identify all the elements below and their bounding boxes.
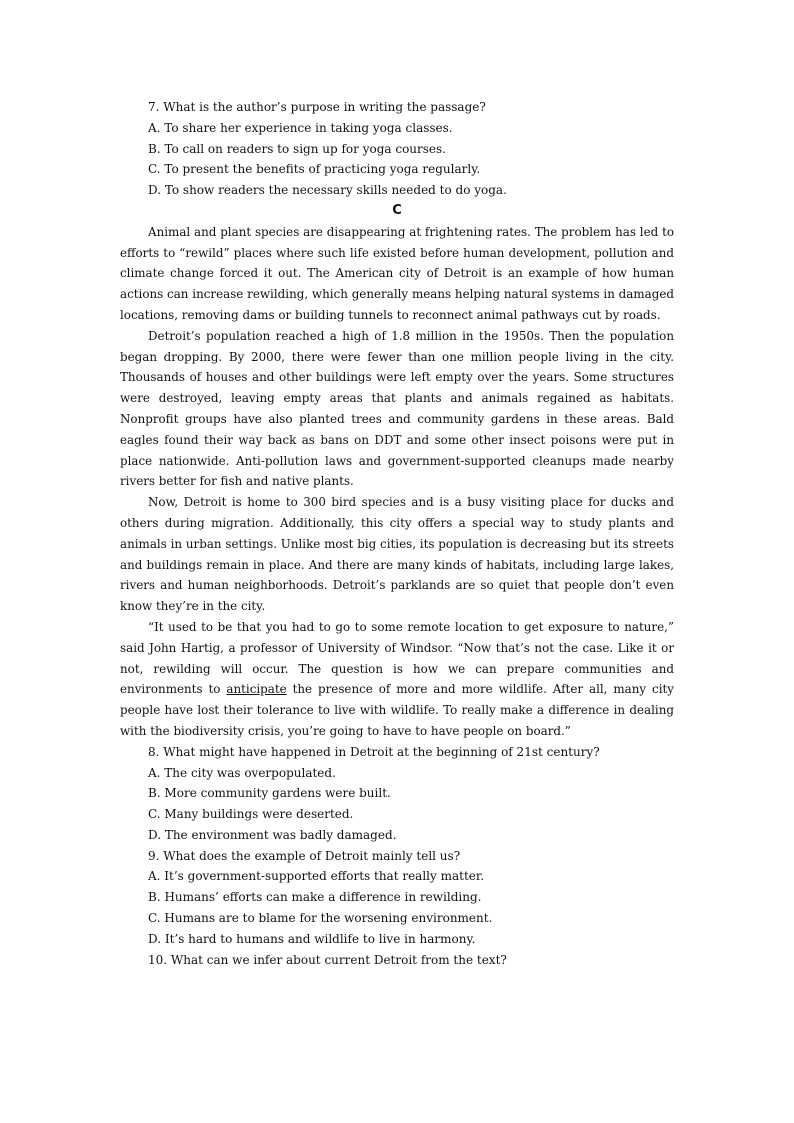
passage-paragraph-2: Detroit’s population reached a high of 1.8 million in the 1950s. Then the population began dropping. By 2000, there were fewer than one million people living in the city. Thousands of houses and other buildings were left empty over the years. Some structures were destroyed, leaving empty areas that plants and animals regained as habitats. Nonprofit groups have also planted trees and community gardens in these areas. Bald eagles found their way back as bans on DDT and some other insect poisons were put in place nationwide. Anti-pollution laws and government-supported cleanups made nearby rivers better for fish and native plants. bbox=[120, 328, 674, 489]
passage-paragraph-1: Animal and plant species are disappearing at frightening rates. The problem has led to efforts to “rewild” places where such life existed before human development, pollution and climate change forced it out. The American city of Detroit is an example of how human actions can increase rewilding, which generally means helping natural systems in damaged locations, removing dams or building tunnels to reconnect animal pathways cut by roads. bbox=[120, 224, 674, 322]
question-9-option-c: C. Humans are to blame for the worsening environment. bbox=[148, 911, 493, 926]
question-9-option-b: B. Humans’ efforts can make a difference in rewilding. bbox=[148, 890, 482, 905]
question-7-option-a: A. To share her experience in taking yoga classes. bbox=[148, 120, 453, 135]
question-8-option-d: D. The environment was badly damaged. bbox=[148, 827, 397, 842]
underlined-word-anticipate: anticipate bbox=[226, 682, 287, 697]
question-9-option-d: D. It’s hard to humans and wildlife to live in harmony. bbox=[148, 931, 476, 946]
question-8-option-c: C. Many buildings were deserted. bbox=[148, 807, 354, 822]
paragraph-4-text-before: “It used to be that you had to go to some remote location to get exposure to nature,” said John Hartig, a professor of University of Windsor. “Now that’s not the case. Like it or not, rewilding will occur. The question is how we can prepare communities and environments to bbox=[120, 619, 674, 697]
question-8-block bbox=[120, 742, 674, 846]
question-7-stem: 7. What is the author’s purpose in writing the passage? bbox=[148, 100, 486, 114]
question-9-stem: 9. What does the example of Detroit mainly tell us? bbox=[148, 848, 461, 863]
question-7-option-c: C. To present the benefits of practicing yoga regularly. bbox=[148, 162, 481, 177]
question-10-block bbox=[120, 950, 674, 971]
page-content bbox=[120, 97, 674, 970]
question-8-option-b: B. More community gardens were built. bbox=[148, 786, 391, 801]
question-9-option-a: A. It’s government-supported efforts that really matter. bbox=[148, 869, 485, 884]
passage-paragraph-4 bbox=[120, 617, 674, 742]
question-10-stem: 10. What can we infer about current Detroit from the text? bbox=[148, 952, 507, 967]
question-7-block bbox=[120, 97, 674, 201]
question-8-option-a: A. The city was overpopulated. bbox=[148, 765, 336, 780]
passage-c bbox=[120, 222, 674, 742]
question-8-stem: 8. What might have happened in Detroit at the beginning of 21st century? bbox=[148, 744, 600, 759]
passage-paragraph-3: Now, Detroit is home to 300 bird species and is a busy visiting place for ducks and others during migration. Additionally, this city offers a special way to study plants and animals in urban settings. Unlike most big cities, its population is decreasing but its streets and buildings remain in place. And there are many kinds of habitats, including large lakes, rivers and human neighborhoods. Detroit’s parklands are so quiet that people don’t even know they’re in the city. bbox=[120, 495, 674, 614]
question-7-option-b: B. To call on readers to sign up for yoga courses. bbox=[148, 141, 446, 156]
paragraph-4-text-after: the presence of more and more wildlife. After all, many city people have lost their tolerance to live with wildlife. To really make a difference in dealing with the biodiversity crisis, you’re going to have to have people on board.” bbox=[120, 682, 674, 738]
question-7-option-d: D. To show readers the necessary skills needed to do yoga. bbox=[148, 183, 507, 198]
question-9-block bbox=[120, 846, 674, 950]
section-c-heading: C bbox=[392, 202, 402, 218]
